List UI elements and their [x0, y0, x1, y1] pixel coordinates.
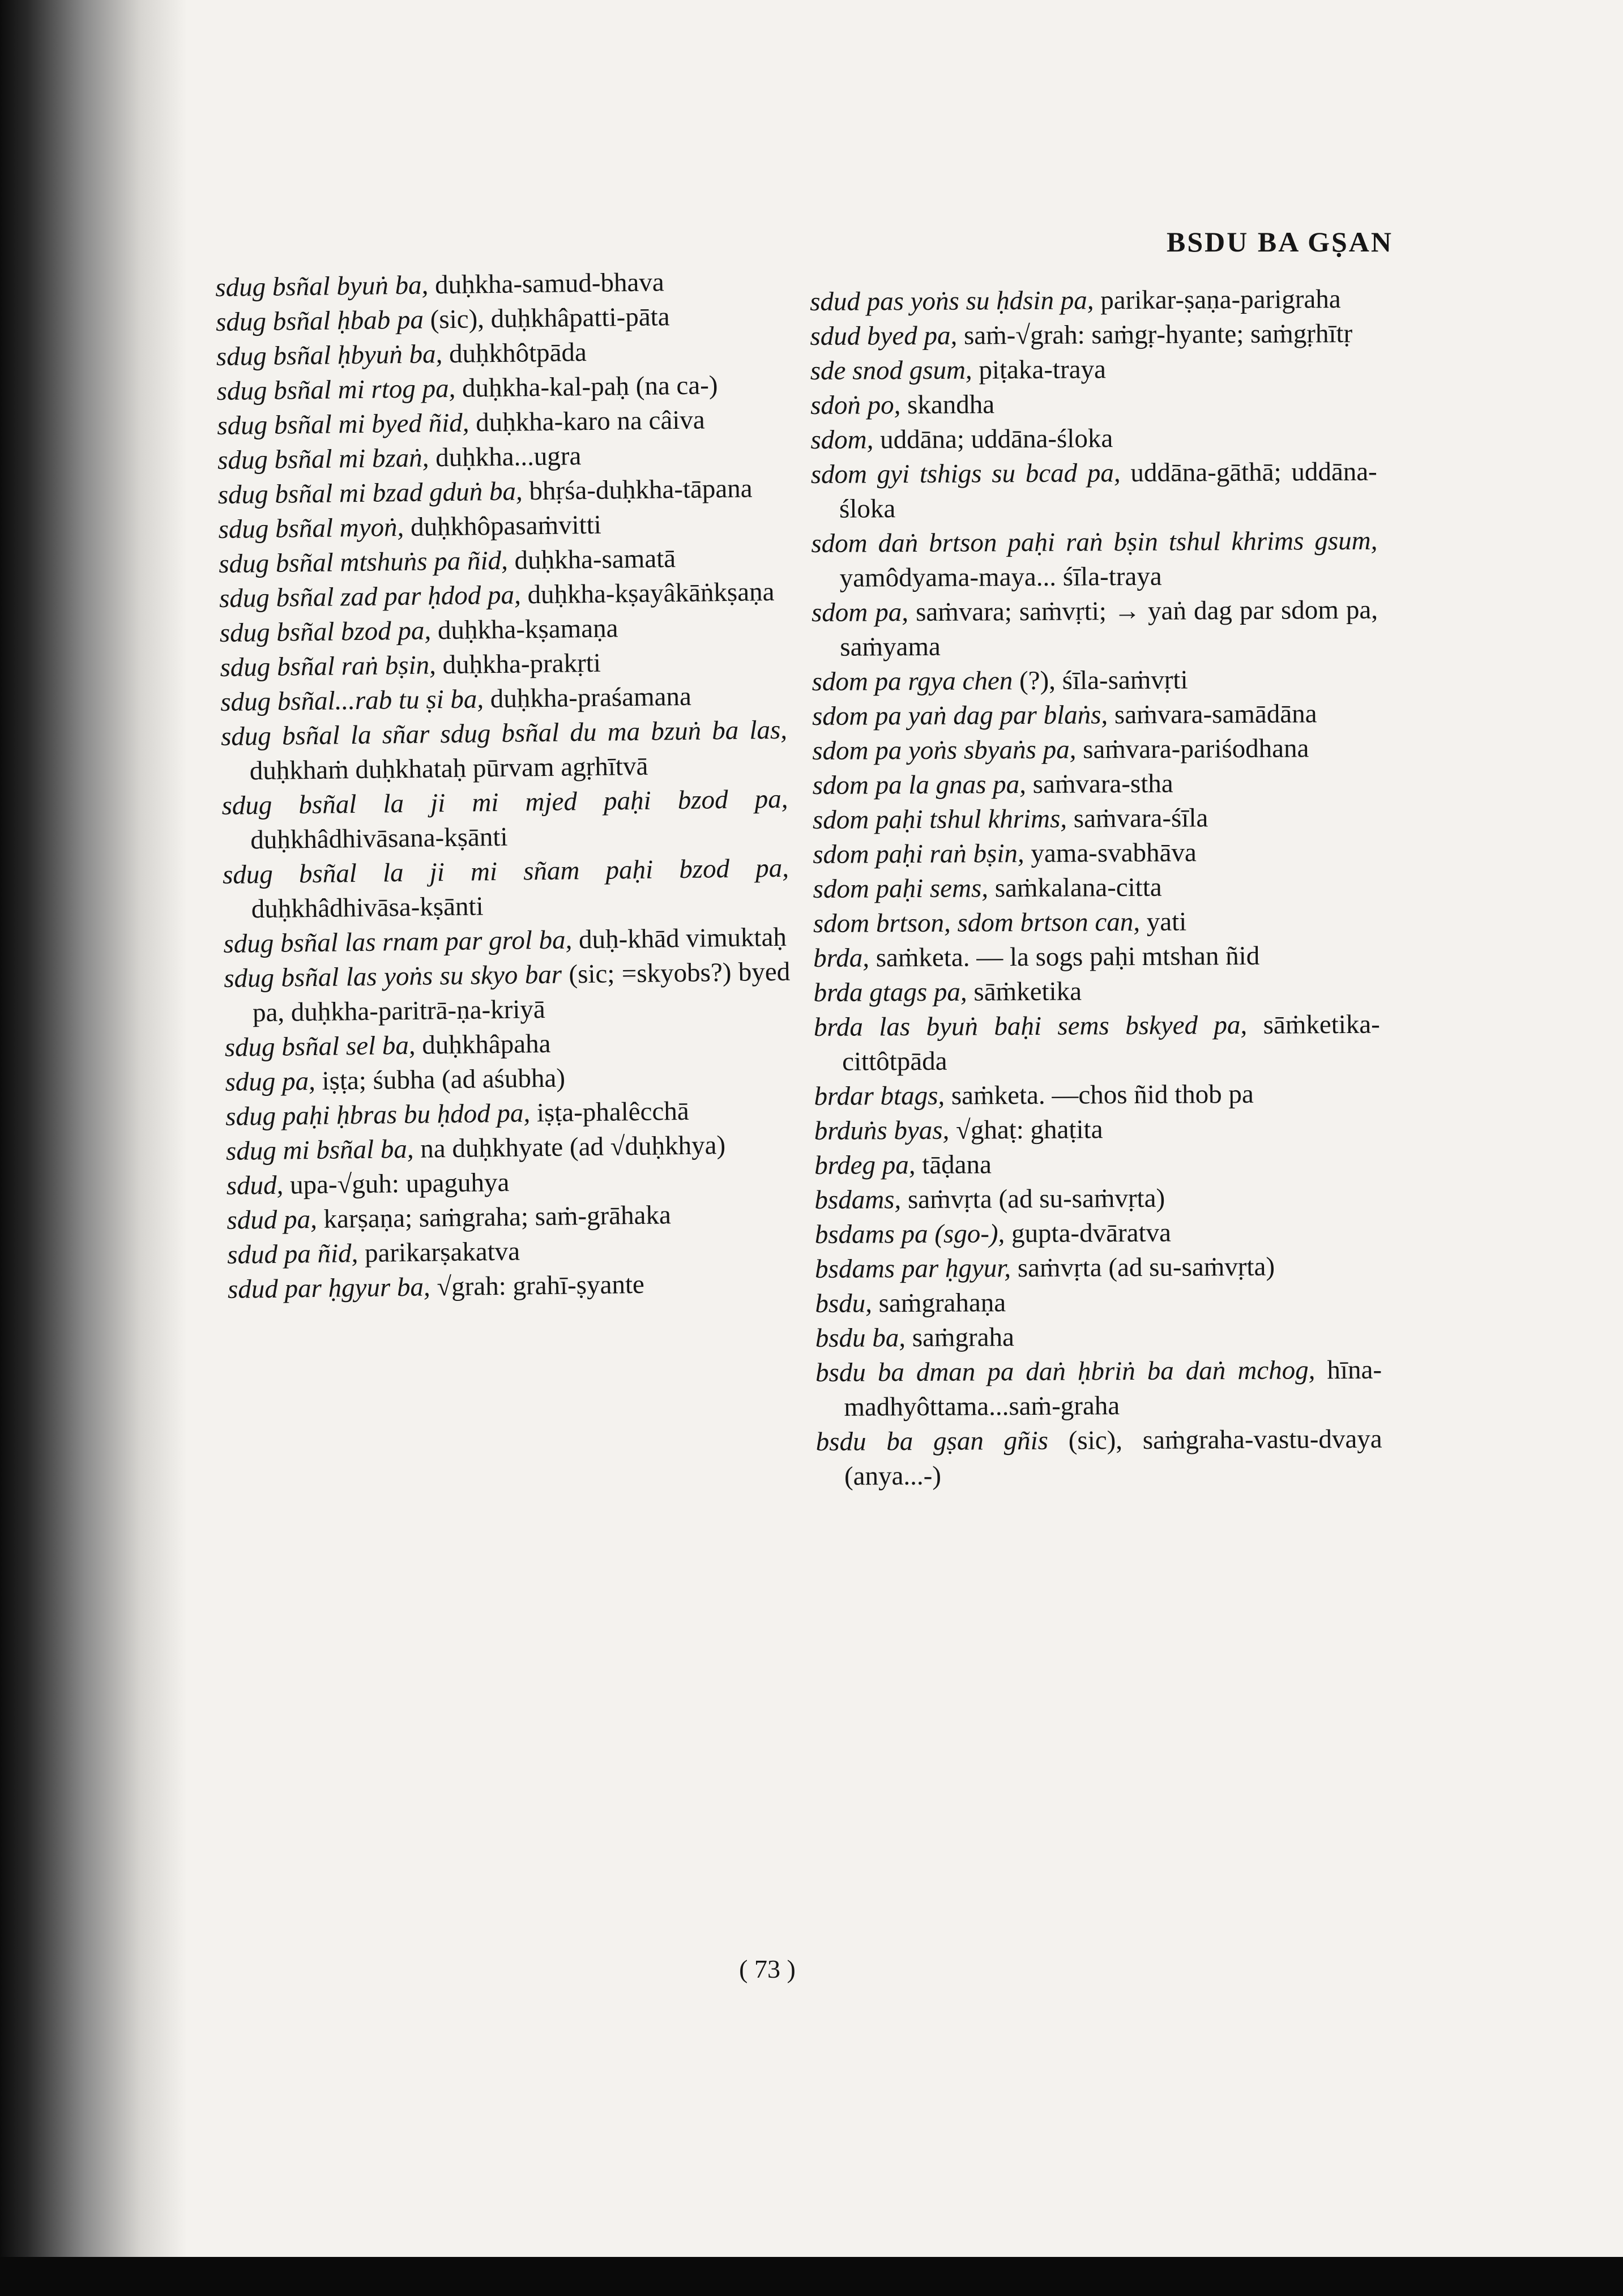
entry-gloss: yama-svabhāva	[1031, 838, 1197, 868]
dictionary-entry	[814, 1146, 1381, 1183]
entry-gloss: saṁkalana-citta	[994, 872, 1162, 903]
entry-gloss: saṁvṛta (ad su-saṁvṛta)	[1017, 1252, 1275, 1283]
entry-headword: sde snod gsum,	[810, 355, 972, 386]
entry-gloss: duḥkha-kal-paḥ (na ca-)	[462, 370, 718, 403]
entry-headword: sdom paḥi tshul khrims,	[812, 804, 1067, 835]
entry-gloss: saṁvara-śīla	[1073, 803, 1208, 834]
entry-headword: bsdu ba gṣan gñis	[815, 1426, 1049, 1457]
entry-headword: brda gtags pa,	[813, 977, 967, 1008]
dictionary-entry	[810, 420, 1377, 458]
dictionary-entry	[810, 386, 1377, 423]
dictionary-entry	[812, 593, 1378, 665]
entry-gloss: sāṁketika	[973, 976, 1082, 1007]
page-number: ( 73 )	[739, 1954, 796, 1983]
entry-gloss: duḥkhôpasaṁvitti	[410, 510, 602, 542]
entry-gloss: saṁ-√grah: saṁgṛ-hyante; saṁgṛhītṛ	[963, 318, 1353, 351]
entry-gloss: duḥkha...ugra	[435, 441, 582, 473]
entry-gloss: (sic; =skyobs?) byed pa, duḥkha-paritrā-ṇa-kriyā	[252, 957, 791, 1028]
entry-gloss: piṭaka-traya	[979, 355, 1107, 385]
entry-gloss: upa-√guh: upaguhya	[289, 1167, 510, 1200]
dictionary-entry	[813, 973, 1379, 1010]
entry-headword: sdug paḥi ḥbras bu ḥdod pa,	[225, 1098, 531, 1132]
entry-headword: sdug bsñal ḥbab pa	[215, 305, 424, 337]
dictionary-entry	[812, 662, 1378, 699]
entry-headword: sdom pa rgya chen	[812, 666, 1013, 697]
entry-headword: brda,	[813, 943, 870, 973]
dictionary-entry	[813, 800, 1379, 838]
dictionary-entry	[815, 1353, 1382, 1425]
dictionary-entry	[813, 835, 1379, 872]
entry-gloss: duḥkha-samud-bhava	[434, 267, 664, 300]
entry-gloss: parikar-ṣaṇa-parigraha	[1100, 284, 1341, 315]
dictionary-entry	[813, 938, 1379, 976]
entry-gloss: parikarṣakatva	[364, 1236, 520, 1268]
entry-gloss: (sic), duḥkhâpatti-pāta	[430, 302, 670, 335]
entry-gloss: (sic), saṁgraha-vastu-dvaya (anya...-)	[844, 1424, 1382, 1491]
entry-headword: sdug bsñal la ji mi sñam paḥi bzod pa,	[222, 853, 789, 890]
dictionary-entry	[812, 697, 1378, 734]
entry-gloss: tāḍana	[922, 1150, 992, 1180]
entry-headword: sdud par ḥgyur ba,	[227, 1272, 431, 1304]
entry-headword: bsdu ba dman pa daṅ ḥbriṅ ba daṅ mchog,	[815, 1355, 1316, 1388]
entry-headword: brduṅs byas,	[814, 1115, 950, 1146]
entry-headword: sdom pa yaṅ dag par blaṅs,	[812, 700, 1108, 731]
entry-gloss: duḥkha-kṣayâkāṅkṣaṇa	[527, 577, 775, 610]
entry-headword: sdug bsñal raṅ bṣin,	[220, 650, 437, 682]
dictionary-entry	[815, 1318, 1382, 1356]
dictionary-entry	[226, 1128, 793, 1169]
dictionary-entry	[815, 1284, 1381, 1321]
entry-headword: sdug bsñal ḥbyuṅ ba,	[216, 339, 443, 372]
dictionary-entry	[217, 471, 784, 513]
entry-gloss: saṁgraha	[912, 1322, 1015, 1353]
right-column	[810, 282, 1382, 1494]
entry-headword: sdom,	[810, 425, 874, 455]
entry-gloss: karṣaṇa; saṁgraha; saṁ-grāhaka	[323, 1200, 672, 1234]
dictionary-entry	[810, 282, 1376, 319]
entry-headword: bsdams pa (sgo-),	[814, 1219, 1005, 1249]
entry-gloss: yati	[1146, 907, 1187, 937]
entry-headword: bsdu ba,	[815, 1323, 906, 1353]
entry-gloss: duḥkhâdhivāsa-kṣānti	[251, 891, 484, 924]
entry-gloss: (?), śīla-saṁvṛti	[1019, 665, 1188, 696]
entry-headword: sdug bsñal las yoṅs su skyo bar	[223, 959, 562, 993]
entry-gloss: saṁvara; saṁvṛti; → yaṅ dag par sdom pa, saṁyama	[840, 595, 1378, 662]
entry-gloss: na duḥkhyate (ad √duḥkhya)	[420, 1130, 726, 1164]
entry-headword: sdug bsñal mi rtog pa,	[216, 373, 456, 406]
entry-headword: sdud,	[226, 1170, 284, 1201]
entry-gloss: sāṁketika-cittôtpāda	[842, 1009, 1381, 1077]
dictionary-entry	[814, 1111, 1381, 1149]
dictionary-entry	[812, 766, 1378, 803]
entry-headword: sdug bsñal la sñar sdug bsñal du ma bzuṅ ba las,	[220, 715, 788, 752]
entry-headword: sdom brtson, sdom brtson can,	[813, 907, 1141, 938]
entry-headword: sdug mi bsñal ba,	[225, 1134, 414, 1166]
entry-gloss: duḥkha-prakṛti	[442, 648, 601, 680]
entry-gloss: duḥkhôtpāda	[449, 338, 587, 369]
dictionary-entry	[815, 1249, 1381, 1287]
entry-headword: sdom pa,	[811, 598, 909, 628]
dictionary-entry	[221, 782, 788, 858]
entry-headword: brdar btags,	[814, 1081, 945, 1111]
entry-headword: sdoṅ po,	[810, 390, 901, 420]
dictionary-entry	[812, 731, 1378, 769]
entry-gloss: uddāna-gāthā; uddāna-śloka	[839, 456, 1377, 524]
left-column	[215, 264, 794, 1307]
dictionary-entry	[814, 1008, 1381, 1079]
dictionary-entry	[221, 713, 788, 789]
entry-headword: sdug bsñal myoṅ,	[218, 512, 404, 544]
dictionary-entry	[811, 524, 1378, 596]
entry-headword: sdug bsñal...rab tu ṣi ba,	[220, 684, 484, 717]
entry-gloss: duḥkhaṁ duḥkhataḥ pūrvam agṛhītvā	[249, 751, 648, 786]
running-head: BSDU BA GṢAN	[1167, 226, 1393, 258]
entry-headword: sdug bsñal mi bzaṅ,	[217, 443, 429, 475]
entry-headword: bsdams par ḥgyur,	[814, 1253, 1011, 1284]
entry-gloss: duḥkhâdhivāsana-kṣānti	[250, 822, 508, 855]
entry-headword: sdud byed pa,	[810, 321, 958, 351]
entry-headword: sdud pa,	[227, 1204, 318, 1235]
entry-gloss: gupta-dvāratva	[1011, 1218, 1172, 1249]
entry-gloss: yamôdyama-maya... śīla-traya	[839, 561, 1162, 593]
dictionary-entry	[813, 869, 1379, 907]
dictionary-entry	[219, 575, 786, 616]
entry-gloss: saṁketa. —chos ñid thob pa	[951, 1079, 1254, 1111]
entry-headword: sdom paḥi raṅ bṣin,	[813, 839, 1024, 869]
entry-headword: sdug pa,	[225, 1066, 316, 1097]
entry-gloss: saṁgrahaṇa	[878, 1288, 1006, 1318]
entry-headword: sdom pa la gnas pa,	[812, 770, 1027, 800]
entry-headword: sdug bsñal sel ba,	[224, 1030, 416, 1062]
entry-headword: sdom gyi tshigs su bcad pa,	[810, 458, 1121, 489]
entry-gloss: duḥkha-karo na câiva	[475, 405, 706, 438]
dictionary-entry	[223, 851, 789, 927]
entry-gloss: uddāna; uddāna-śloka	[880, 424, 1113, 455]
entry-headword: sdug bsñal las rnam par grol ba,	[223, 925, 573, 959]
entry-headword: sdug bsñal la ji mi mjed paḥi bzod pa,	[221, 784, 788, 821]
dictionary-entry	[814, 1180, 1381, 1218]
entry-gloss: bhṛśa-duḥkha-tāpana	[529, 473, 753, 506]
dictionary-entry	[810, 317, 1376, 354]
entry-headword: sdom pa yoṅs sbyaṅs pa,	[812, 735, 1077, 766]
entry-headword: sdug bsñal byuṅ ba,	[215, 270, 429, 302]
entry-headword: bsdams,	[814, 1185, 902, 1215]
entry-gloss: saṁvṛta (ad su-saṁvṛta)	[907, 1183, 1165, 1215]
entry-gloss: duḥ-khād vimuktaḥ	[578, 922, 787, 955]
entry-gloss: saṁvara-pariśodhana	[1082, 733, 1309, 765]
dictionary-entry	[815, 1215, 1381, 1252]
entry-gloss: iṣṭa; śubha (ad aśubha)	[322, 1063, 566, 1096]
entry-gloss: iṣṭa-phalêcchā	[536, 1096, 689, 1128]
entry-gloss: duḥkha-samatā	[514, 544, 676, 575]
entry-headword: sdud pa ñid,	[227, 1239, 358, 1270]
entry-headword: sdug bsñal zad par ḥdod pa,	[219, 580, 522, 613]
dictionary-entry	[811, 455, 1378, 527]
dictionary-entry	[810, 351, 1377, 389]
entry-headword: sdom daṅ brtson paḥi raṅ bṣin tshul khrims gsum,	[811, 526, 1378, 558]
dictionary-entry	[814, 1077, 1380, 1114]
entry-headword: sdud pas yoṅs su ḥdsin pa,	[810, 285, 1094, 317]
entry-gloss: saṁketa. — la sogs paḥi mtshan ñid	[875, 941, 1260, 973]
entry-headword: sdom paḥi sems,	[813, 873, 989, 904]
dictionary-entry	[813, 904, 1379, 941]
entry-headword: sdug bsñal mtshuṅs pa ñid,	[219, 545, 509, 579]
dictionary-entry	[816, 1422, 1383, 1494]
entry-gloss: hīna-madhyôttama...saṁ-graha	[844, 1355, 1382, 1422]
entry-headword: sdug bsñal bzod pa,	[219, 616, 432, 648]
dictionary-entry	[228, 1266, 795, 1307]
entry-gloss: duḥkhâpaha	[422, 1028, 551, 1060]
entry-gloss: √ghaṭ: ghaṭita	[955, 1115, 1103, 1145]
entry-gloss: √grah: grahī-ṣyante	[437, 1269, 645, 1302]
entry-headword: brda las byuṅ baḥi sems bskyed pa,	[813, 1010, 1248, 1042]
scan-bottom-edge	[0, 2257, 1623, 2296]
entry-gloss: duḥkha-praśamana	[490, 681, 692, 714]
entry-gloss: saṁvara-samādāna	[1114, 699, 1317, 730]
entry-gloss: duḥkha-kṣamaṇa	[437, 613, 618, 646]
entry-headword: bsdu,	[815, 1288, 873, 1318]
scan-binding-shadow	[0, 0, 187, 2296]
entry-gloss: saṁvara-stha	[1032, 769, 1173, 799]
entry-headword: brdeg pa,	[814, 1150, 916, 1180]
dictionary-entry	[217, 402, 784, 443]
entry-gloss: skandha	[907, 390, 995, 420]
dictionary-entry	[224, 955, 791, 1031]
entry-headword: sdug bsñal mi byed ñid,	[217, 408, 469, 441]
entry-headword: sdug bsñal mi bzad gduṅ ba,	[217, 476, 523, 510]
